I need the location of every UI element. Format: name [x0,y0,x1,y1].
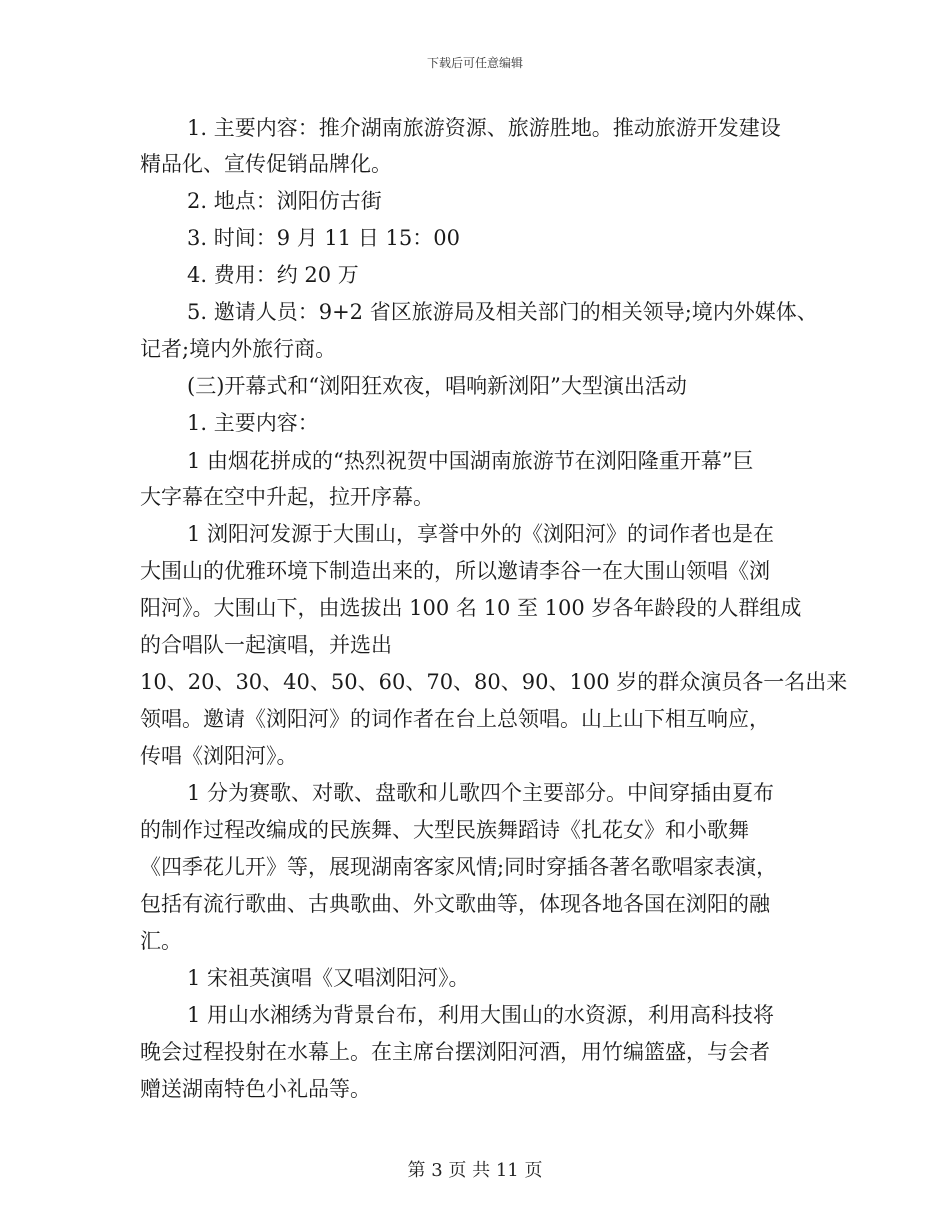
body-line: 阳河》。大围山下，由选拔出 100 名 10 至 100 岁各年龄段的人群组成 [140,596,802,620]
body-line: 的制作过程改编成的民族舞、大型民族舞蹈诗《扎花女》和小歌舞 [140,818,749,842]
body-line: (三)开幕式和“浏阳狂欢夜，唱响新浏阳”大型演出活动 [187,374,687,398]
body-line: 传唱《浏阳河》。 [140,744,298,768]
body-line: 1. 主要内容： [187,411,319,435]
body-line: 1 由烟花拼成的“热烈祝贺中国湖南旅游节在浏阳隆重开幕”巨 [187,449,754,473]
body-line: 晚会过程投射在水幕上。在主席台摆浏阳河酒，用竹编篮盛，与会者 [140,1040,770,1064]
body-line: 《四季花儿开》等，展现湖南客家风情;同时穿插各著名歌唱家表演， [140,855,778,879]
body-line: 1 用山水湘绣为背景台布，利用大围山的水资源，利用高科技将 [187,1003,775,1027]
page-header-note: 下载后可任意编辑 [426,56,523,70]
body-line: 赠送湖南特色小礼品等。 [140,1077,371,1101]
body-line: 1 宋祖英演唱《又唱浏阳河》。 [187,966,470,990]
body-line: 4. 费用：约 20 万 [187,263,359,287]
body-line: 领唱。邀请《浏阳河》的词作者在台上总领唱。山上山下相互响应， [140,707,770,731]
body-line: 记者;境内外旅行商。 [140,337,337,361]
body-line: 5. 邀请人员：9+2 省区旅游局及相关部门的相关领导;境内外媒体、 [187,300,818,324]
body-line: 1 分为赛歌、对歌、盘歌和儿歌四个主要部分。中间穿插由夏布 [187,781,775,805]
page-number: 第 3 页 共 11 页 [407,1160,543,1181]
body-line: 包括有流行歌曲、古典歌曲、外文歌曲等，体现各地各国在浏阳的融 [140,892,770,916]
body-line: 3. 时间：9 月 11 日 15：00 [187,226,460,250]
body-line: 大字幕在空中升起，拉开序幕。 [140,485,434,509]
body-line: 1 浏阳河发源于大围山，享誉中外的《浏阳河》的词作者也是在 [187,522,775,546]
body-line: 汇。 [140,929,182,953]
body-line: 1. 主要内容：推介湖南旅游资源、旅游胜地。推动旅游开发建设 [187,116,781,140]
body-line: 精品化、宣传促销品牌化。 [140,152,392,176]
body-line: 2. 地点：浏阳仿古街 [187,189,382,213]
body-line: 10、20、30、40、50、60、70、80、90、100 岁的群众演员各一名出来 [140,670,848,694]
body-line: 大围山的优雅环境下制造出来的，所以邀请李谷一在大围山领唱《浏 [140,559,770,583]
body-line: 的合唱队一起演唱，并选出 [140,633,392,657]
